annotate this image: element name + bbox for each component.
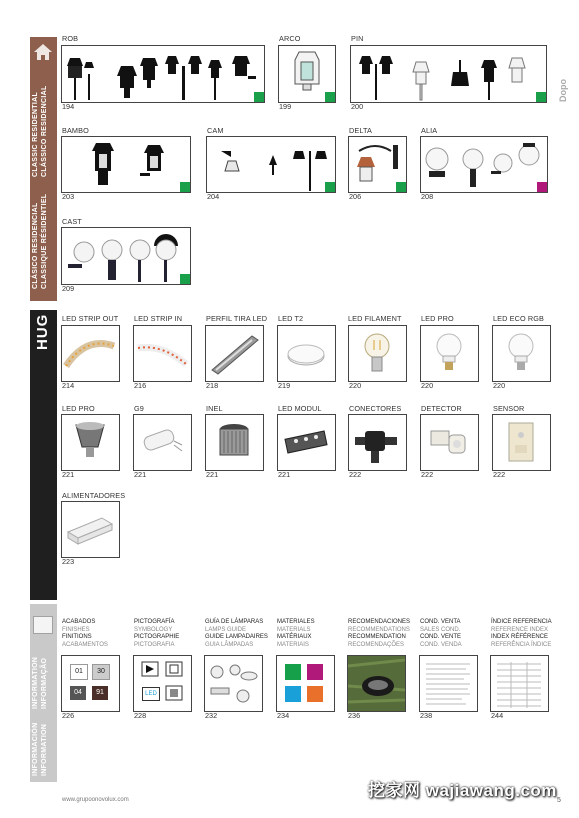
page-number: 223 [62,557,75,566]
finishes-box[interactable] [61,655,120,712]
product-label: ROB [62,34,79,43]
profile-icon [206,326,263,381]
sidebar-info-fr: INFORMATION [41,723,48,776]
sidebar-classic-residential[interactable] [30,37,57,301]
power-supply-icon [62,502,119,557]
material-swatch [285,686,301,702]
info-subtitle: COND. VENDA [420,641,462,648]
material-swatch [307,664,323,680]
recommendations-box[interactable] [347,655,406,712]
page-number: 220 [421,381,434,390]
product-image-box[interactable] [492,414,551,471]
category-square [536,92,546,102]
category-square [537,182,547,192]
page-number: 226 [62,711,75,720]
category-square [325,92,335,102]
page-number: 216 [134,381,147,390]
info-subtitle: INDEX RÉFÉRENCE [491,634,549,640]
led-module-icon [278,415,335,470]
product-image-box[interactable] [350,45,547,103]
product-image-box[interactable] [205,325,264,382]
category-square [180,182,190,192]
info-subtitle: SYMBOLOGY [134,626,173,633]
sidebar-info-pt: INFORMAÇÃO [41,657,48,709]
page-number: 220 [493,381,506,390]
ground-light-icon [348,656,405,711]
info-subtitle: COND. VENTE [420,634,462,640]
page-number: 194 [62,102,75,111]
product-image-box[interactable] [348,414,407,471]
product-image-box[interactable] [348,325,407,382]
info-subtitle: RECOMMENDATIONS [348,626,410,633]
page-number: 214 [62,381,75,390]
category-square [396,182,406,192]
product-label: BAMBO [62,126,89,135]
product-label: SENSOR [493,404,525,413]
sidebar-information[interactable] [30,604,57,782]
product-label: ALIMENTADORES [62,491,126,500]
brand-tag: Dopo [558,79,568,102]
lamps-icon [205,656,262,711]
category-square [325,182,335,192]
sales-conditions-box[interactable] [419,655,478,712]
page-number: 228 [134,711,147,720]
led-strip-icon [134,326,191,381]
category-square [180,274,190,284]
page-number: 221 [278,470,291,479]
product-image-box[interactable] [277,325,336,382]
page-number: 238 [420,711,433,720]
lamps-guide-box[interactable] [204,655,263,712]
product-label: CAM [207,126,224,135]
product-image-box[interactable] [278,45,336,103]
page-number: 208 [421,192,434,201]
info-title: GUÍA DE LÁMPARAS [205,619,264,625]
globe-lamp-icon [421,137,547,192]
bulb-icon [421,326,478,381]
document-icon [420,656,477,711]
page-number: 236 [348,711,361,720]
sidebar-info-en: INFORMATION [32,656,39,709]
product-image-box[interactable] [61,325,120,382]
info-subtitle: GUIDE LAMPADAIRES [205,634,268,640]
product-label: LED T2 [278,314,304,323]
material-swatch [285,664,301,680]
product-label: LED STRIP OUT [62,314,119,323]
sidebar-hug[interactable] [30,310,57,600]
page-number-footer: 5 [557,797,561,804]
sidebar-label-pt: CLÁSSICO RESIDENCIAL [41,85,48,177]
info-title: ACABADOS [62,619,96,625]
info-subtitle: RECOMENDAÇÕES [348,641,405,648]
product-label: LED PRO [62,404,95,413]
product-label: PERFIL TIRA LED [206,314,268,323]
info-subtitle: MATERIALS [277,626,311,633]
materials-box[interactable] [276,655,335,712]
product-label: LED ECO RGB [493,314,544,323]
product-image-box[interactable] [61,501,120,558]
lantern-icon [207,137,335,192]
page-number: 209 [62,284,75,293]
product-label: ARCO [279,34,301,43]
page-number: 221 [134,470,147,479]
page-number: 221 [206,470,219,479]
page-number: 244 [491,711,504,720]
info-subtitle: LAMPS GUIDE [205,626,247,633]
page-number: 203 [62,192,75,201]
product-label: PIN [351,34,364,43]
page-number: 221 [62,470,75,479]
product-image-box[interactable] [61,227,191,285]
info-subtitle: FINITIONS [62,634,92,640]
category-square [254,92,264,102]
product-image-box[interactable] [61,136,191,193]
finish-swatch: 04 [70,686,86,700]
lantern-icon [62,137,190,192]
page-number: 199 [279,102,292,111]
info-subtitle: ACABAMENTOS [62,641,108,648]
info-subtitle: RECOMMENDATION [348,634,406,640]
page-number: 219 [278,381,291,390]
product-image-box[interactable] [61,414,120,471]
page-number: 222 [421,470,434,479]
footer-url[interactable]: www.grupoonovolux.com [62,797,129,803]
info-title: ÍNDICE REFERENCIA [491,619,552,625]
sidebar-info-es: INFORMACIÓN [32,722,39,776]
info-subtitle: SALES COND. [420,626,461,633]
info-subtitle: PICTOGRAFIA [134,641,175,648]
product-label: LED STRIP IN [134,314,183,323]
led-module-icon [206,415,263,470]
led-pictogram: LED [142,687,160,701]
product-image-box[interactable] [133,325,192,382]
watermark: 挖家网 wajiawang.com [368,781,557,800]
info-title: PICTOGRAFÍA [134,619,175,625]
info-subtitle: REFERENCE INDEX [491,626,549,633]
finish-swatch: 30 [92,664,110,680]
product-label: CAST [62,217,82,226]
lantern-icon [351,46,546,102]
pictogram-icon [134,656,191,711]
product-label: LED PRO [421,314,454,323]
info-subtitle: MATERIAIS [277,641,309,648]
product-image-box[interactable] [420,325,479,382]
product-image-box[interactable] [61,45,265,103]
sidebar-label-es: CLÁSICO RESIDENCIAL [32,202,39,289]
page-number: 200 [351,102,364,111]
product-image-box[interactable] [205,414,264,471]
globe-lamp-icon [62,228,190,284]
bulb-icon [349,326,406,381]
led-strip-icon [62,326,119,381]
product-label: DELTA [349,126,372,135]
product-image-box[interactable] [206,136,336,193]
lantern-icon [62,46,264,102]
product-image-box[interactable] [492,325,551,382]
page-number: 232 [205,711,218,720]
spot-bulb-icon [62,415,119,470]
page-number: 220 [349,381,362,390]
info-subtitle: PICTOGRAPHIE [134,634,180,640]
sidebar-label-fr: CLASSIQUE RÉSIDENTIEL [41,193,48,289]
info-subtitle: MATÉRIAUX [277,634,312,640]
page-number: 234 [277,711,290,720]
product-image-box[interactable] [277,414,336,471]
page-number: 204 [207,192,220,201]
info-subtitle: FINISHES [62,626,90,633]
product-label: ALIA [421,126,438,135]
motion-detector-icon [421,415,478,470]
page-number: 222 [349,470,362,479]
info-subtitle: REFERÊNCIA ÍNDICE [491,641,552,648]
page-number: 206 [349,192,362,201]
sidebar-label-hug: HUG [34,313,51,350]
pictogram-box[interactable] [133,655,192,712]
page-number: 222 [493,470,506,479]
sensor-icon [493,415,550,470]
product-label: LED FILAMENT [348,314,402,323]
index-table-icon [491,656,548,711]
disc-lamp-icon [278,326,335,381]
finish-swatch: 91 [92,686,108,700]
product-image-box[interactable] [420,136,548,193]
finish-swatch: 01 [70,664,88,680]
g9-bulb-icon [134,415,191,470]
product-label: G9 [134,404,144,413]
sidebar-label-en: CLASSIC RESIDENTIAL [32,91,39,177]
product-image-box[interactable] [420,414,479,471]
product-image-box[interactable] [348,136,407,193]
page-number: 218 [206,381,219,390]
connector-icon [349,415,406,470]
info-title: MATERIALES [277,619,315,625]
product-label: LED MODUL [278,404,322,413]
reference-index-box[interactable] [490,655,549,712]
product-label: INEL [206,404,223,413]
product-label: DETECTOR [421,404,462,413]
info-title: RECOMENDACIONES [348,619,411,625]
info-subtitle: GUIA LÂMPADAS [205,641,254,648]
product-label: CONECTORES [349,404,402,413]
product-image-box[interactable] [133,414,192,471]
bulb-icon [493,326,550,381]
material-swatch [307,686,323,702]
info-title: COND. VENTA [420,619,461,625]
